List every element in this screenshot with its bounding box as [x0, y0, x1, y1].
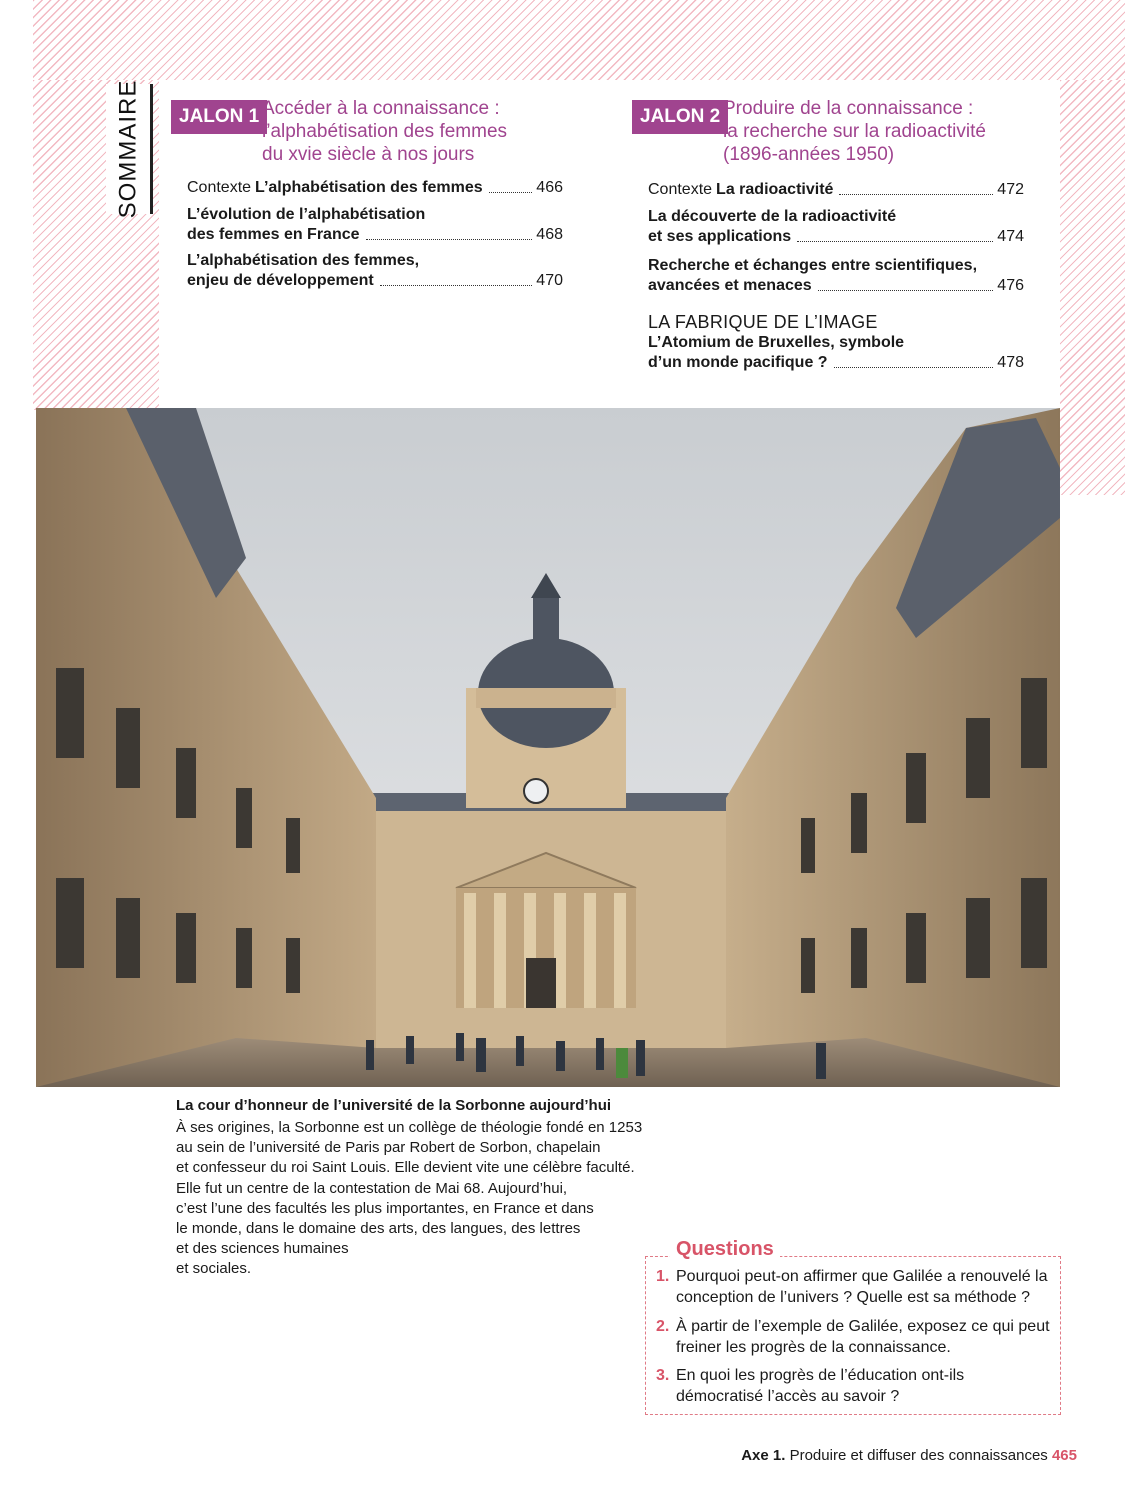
sommaire-label — [106, 79, 153, 219]
hatch-background-right — [1060, 80, 1125, 495]
toc-entry[interactable] — [648, 180, 1024, 200]
toc-title-line1: L’Atomium de Bruxelles, symbole — [648, 334, 905, 351]
question-number: 1. — [656, 1268, 670, 1285]
toc-entry[interactable] — [648, 256, 1024, 296]
toc-title: L’alphabétisation des femmes — [255, 179, 483, 196]
toc-title: La radioactivité — [716, 181, 834, 198]
fabrique-heading: LA FABRIQUE DE L’IMAGE — [648, 312, 878, 332]
jalon1-title-line: Accéder à la connaissance : — [262, 98, 500, 119]
toc-page: 478 — [997, 354, 1024, 371]
question-text: En quoi les progrès de l’éducation ont-ils démocratisé l’accès au savoir ? — [676, 1367, 965, 1405]
toc-dots — [380, 285, 533, 286]
jalon1-title-line: du xvie siècle à nos jours — [262, 144, 475, 165]
toc-entry[interactable] — [648, 207, 1024, 247]
toc-dots — [797, 241, 993, 242]
question-item — [656, 1365, 1051, 1407]
jalon2-title-line: (1896-années 1950) — [723, 144, 895, 165]
footer-axe: Axe 1. — [741, 1447, 786, 1464]
toc-page: 470 — [536, 272, 563, 289]
toc-entry[interactable] — [187, 205, 563, 245]
toc-dots — [818, 290, 994, 291]
jalon2-title — [723, 97, 986, 166]
toc-dots — [839, 194, 993, 195]
toc-page: 474 — [997, 228, 1024, 245]
toc-page: 466 — [536, 179, 563, 196]
toc-dots — [366, 239, 533, 240]
hatch-background-top — [33, 0, 1125, 80]
toc-entry[interactable] — [187, 251, 563, 291]
toc-title-line1: L’alphabétisation des femmes, — [187, 252, 420, 269]
toc-title-line2: et ses applications — [648, 228, 792, 245]
toc-entry[interactable] — [187, 178, 563, 198]
toc-title-line1: Recherche et échanges entre scientifiques, — [648, 257, 978, 274]
toc-title-line2: des femmes en France — [187, 226, 360, 243]
question-number: 2. — [656, 1318, 670, 1335]
question-text: Pourquoi peut-on affirmer que Galilée a renouvelé la conception de l’univers ? Quelle est sa méthode ? — [676, 1268, 1048, 1306]
toc-page: 476 — [997, 277, 1024, 294]
toc-title-line2: avancées et menaces — [648, 277, 812, 294]
toc-prefix: Contexte — [187, 179, 252, 196]
jalon1-title-line: l’alphabétisation des femmes — [262, 121, 508, 142]
page-footer — [741, 1447, 1077, 1464]
toc-page: 472 — [997, 181, 1024, 198]
page-number: 465 — [1051, 1447, 1077, 1464]
toc-page: 468 — [536, 226, 563, 243]
toc-dots — [489, 192, 533, 193]
sommaire-label-text: SOMMAIRE — [114, 79, 141, 219]
photo-caption-text: À ses origines, la Sorbonne est un collège de théologie fondé en 1253 au sein de l’université de Paris par Robert de Sorbon, chapelain et confesseur du roi Saint Louis. Elle devient vite une célèbre faculté. Elle fut un centre de la contestation de Mai 68. Aujourd’hui, c’est l’une des facultés les plus importantes, en France et dans le monde, dans le domaine des arts, des langues, des lettres et des sciences humaines et sociales. — [176, 1119, 643, 1278]
jalon1-title — [262, 97, 507, 166]
sorbonne-courtyard-photo — [36, 408, 1060, 1087]
toc-title-line2: enjeu de développement — [187, 272, 374, 289]
toc-title-line1: L’évolution de l’alphabétisation — [187, 206, 426, 223]
toc-prefix: Contexte — [648, 181, 713, 198]
photo-caption-title: La cour d’honneur de l’université de la Sorbonne aujourd’hui — [176, 1097, 612, 1114]
toc-dots — [834, 367, 994, 368]
questions-title: Questions — [670, 1238, 780, 1261]
question-item — [656, 1316, 1051, 1358]
question-item — [656, 1266, 1051, 1308]
toc-title-line1: La découverte de la radioactivité — [648, 208, 897, 225]
question-number: 3. — [656, 1367, 670, 1384]
toc-title-line2: d’un monde pacifique ? — [648, 354, 828, 371]
question-text: À partir de l’exemple de Galilée, exposez ce qui peut freiner les progrès de la connaissance. — [676, 1318, 1050, 1356]
footer-text: Produire et diffuser des connaissances — [785, 1447, 1052, 1464]
jalon2-title-line: Produire de la connaissance : — [723, 98, 974, 119]
toc-entry[interactable] — [648, 333, 1024, 373]
jalon2-tag: JALON 2 — [632, 100, 728, 134]
jalon2-title-line: la recherche sur la radioactivité — [723, 121, 986, 142]
jalon1-tag: JALON 1 — [171, 100, 267, 134]
